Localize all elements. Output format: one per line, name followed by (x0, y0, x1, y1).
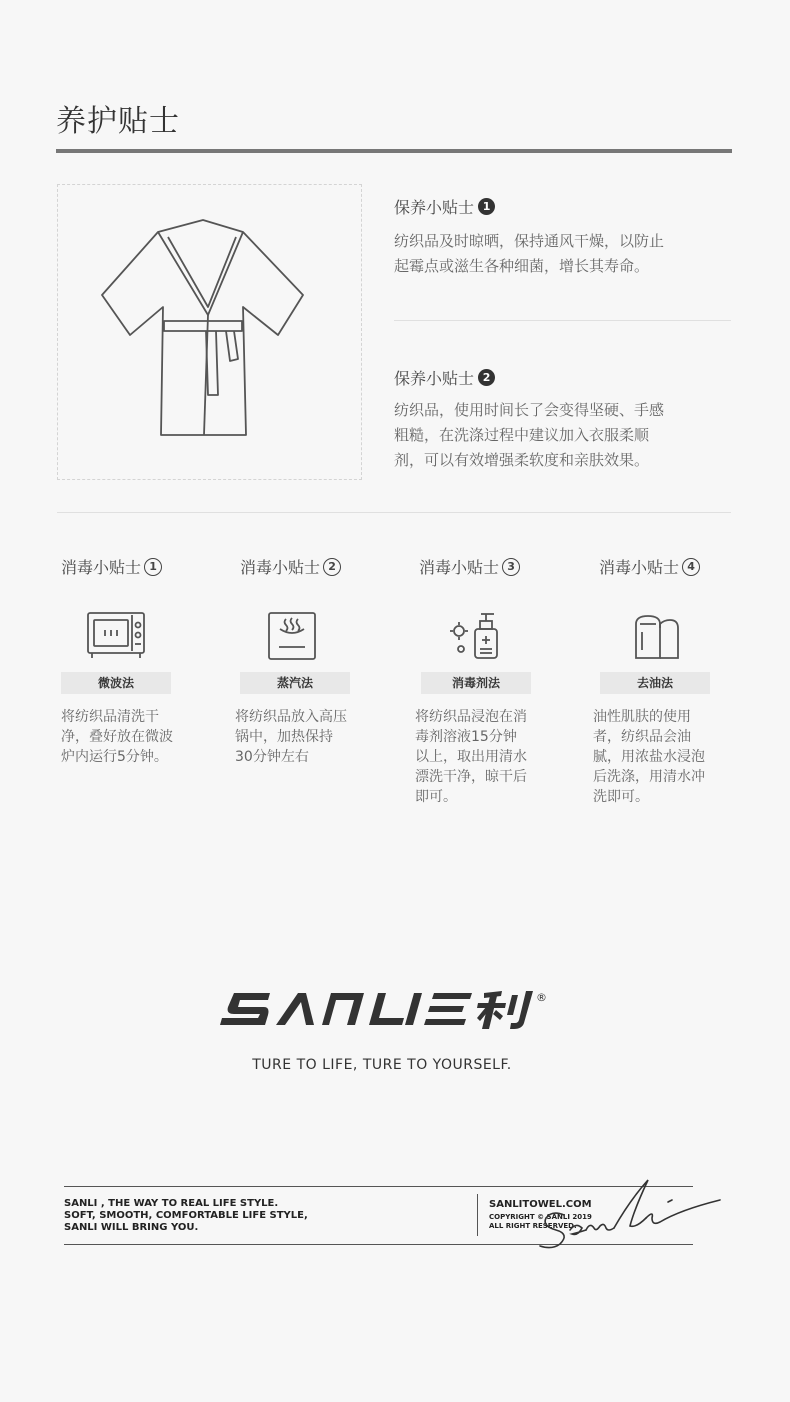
disinfect-tip-1-line: 炉内运行5分钟。 (61, 749, 168, 765)
disinfect-tip-4-number: 4 (682, 558, 700, 576)
disinfect-tip-4-heading-text: 消毒小贴士 (599, 558, 680, 577)
disinfect-tip-4-line: 后洗涤，用清水冲 (593, 769, 705, 785)
disinfect-tip-3-body (415, 707, 527, 807)
disinfect-tip-3-heading-text: 消毒小贴士 (419, 558, 500, 577)
disinfect-tip-3-number: 3 (502, 558, 520, 576)
disinfect-tip-1-heading-text: 消毒小贴士 (61, 558, 142, 577)
care-tip-2-body (394, 398, 724, 473)
footer-copyright-line: ALL RIGHT RESERVED. (489, 1222, 577, 1230)
care-tip-2-heading (394, 366, 495, 389)
bathrobe-icon (58, 185, 363, 481)
sanli-logo (214, 985, 554, 1035)
title-divider (56, 149, 732, 153)
robe-illustration-frame (57, 184, 362, 480)
care-tip-2-number: 2 (478, 369, 495, 386)
disinfect-tip-4-line: 腻，用浓盐水浸泡 (593, 749, 705, 765)
disinfectant-bottle-icon (449, 609, 503, 661)
disinfect-tip-1-line: 净，叠好放在微波 (61, 729, 173, 745)
section-divider (57, 512, 731, 513)
disinfect-tip-4-line: 者，纺织品会油 (593, 729, 691, 745)
care-tip-1-line: 纺织品及时晾晒，保持通风干燥，以防止 (394, 232, 665, 250)
disinfect-tip-1-body (61, 707, 173, 767)
care-tip-1-body (394, 229, 724, 279)
footer-statement-line: SANLI , THE WAY TO REAL LIFE STYLE. (64, 1198, 279, 1209)
disinfect-tip-1-heading (61, 555, 162, 578)
disinfect-tip-3-line: 毒剂溶液15分钟 (415, 729, 517, 745)
disinfect-tip-2-line: 将纺织品放入高压 (235, 709, 347, 725)
disinfect-tip-4-body (593, 707, 705, 807)
disinfect-tip-1-line: 将纺织品清洗干 (61, 709, 159, 725)
registered-mark: ® (536, 991, 547, 1004)
disinfect-tip-2-heading (240, 555, 341, 578)
care-tip-2-line: 纺织品，使用时间长了会变得坚硬、手感 (394, 401, 665, 419)
page-title: 养护贴士 (56, 104, 180, 139)
disinfect-tip-2-line: 30分钟左右 (235, 749, 309, 765)
disinfect-tip-3-heading (419, 555, 520, 578)
microwave-icon (86, 611, 146, 661)
disinfect-tip-2-line: 锅中，加热保持 (235, 729, 333, 745)
disinfect-tip-3-line: 漂洗干净，晾干后 (415, 769, 527, 785)
care-tip-2-line: 剂，可以有效增强柔软度和亲肤效果。 (394, 451, 650, 469)
care-tip-1-heading-text: 保养小贴士 (394, 198, 475, 217)
signature-mark (530, 1170, 730, 1260)
care-tip-2-heading-text: 保养小贴士 (394, 369, 475, 388)
disinfect-tip-1-number: 1 (144, 558, 162, 576)
footer-separator (477, 1194, 478, 1236)
disinfect-tip-4-line: 油性肌肤的使用 (593, 709, 691, 725)
steam-icon (267, 611, 317, 661)
disinfect-tip-3-line: 将纺织品浸泡在消 (415, 709, 527, 725)
footer-copyright-line: COPYRIGHT © SANLI 2019 (489, 1213, 592, 1221)
care-tip-1-heading (394, 195, 495, 218)
brand-slogan: TURE TO LIFE, TURE TO YOURSELF. (252, 1057, 512, 1073)
disinfect-tip-2-method-label: 蒸汽法 (240, 672, 350, 694)
care-tip-1-line: 起霉点或滋生各种细菌，增长其寿命。 (394, 257, 650, 275)
disinfect-tip-4-heading (599, 555, 700, 578)
oil-bottles-icon (632, 610, 682, 662)
disinfect-tip-3-line: 以上，取出用清水 (415, 749, 527, 765)
footer-brand-statement (64, 1198, 308, 1234)
disinfect-tip-2-number: 2 (323, 558, 341, 576)
disinfect-tip-2-body (235, 707, 347, 767)
footer-website: SANLITOWEL.COM (489, 1199, 592, 1210)
disinfect-tip-3-method-label: 消毒剂法 (421, 672, 531, 694)
disinfect-tip-4-method-label: 去油法 (600, 672, 710, 694)
care-tip-1-number: 1 (478, 198, 495, 215)
disinfect-tip-3-line: 即可。 (415, 789, 457, 805)
care-tips-divider (394, 320, 731, 321)
disinfect-tip-2-heading-text: 消毒小贴士 (240, 558, 321, 577)
care-tip-2-line: 粗糙，在洗涤过程中建议加入衣服柔顺 (394, 426, 650, 444)
disinfect-tip-4-line: 洗即可。 (593, 789, 649, 805)
footer-statement-line: SOFT, SMOOTH, COMFORTABLE LIFE STYLE, (64, 1210, 308, 1221)
disinfect-tip-1-method-label: 微波法 (61, 672, 171, 694)
footer-statement-line: SANLI WILL BRING YOU. (64, 1222, 199, 1233)
